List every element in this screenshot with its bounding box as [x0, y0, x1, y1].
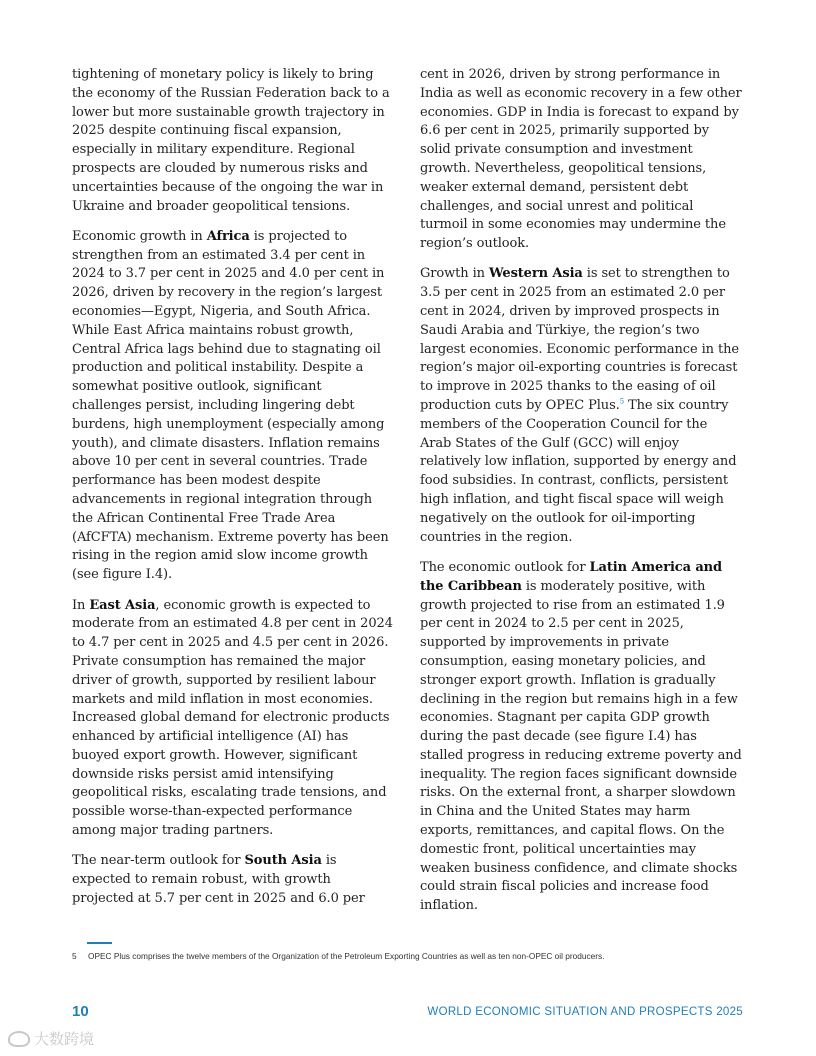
right-column — [420, 66, 742, 928]
paragraph-latin-america: The economic outlook for Latin America and the Caribbean is moderately positive, with growth projected to rise from an estimated 1.9 per cent in 2024 to 2.5 per cent in 2025, supported by improvements in private consumption, easing monetary policies, and stronger export growth. Inflation is gradually declining in the region but remains high in a few economies. Stagnant per capita GDP growth during the past decade (see figure I.4) has stalled progress in reducing extreme poverty and inequality. The region faces significant downside risks. On the external front, a sharper slowdown in China and the United States may harm exports, remittances, and capital flows. On the domestic front, political uncertainties may weaken business confidence, and climate shocks could strain fiscal policies and increase food inflation. — [420, 559, 742, 914]
paragraph-east-asia: In East Asia, economic growth is expected to moderate from an estimated 4.8 per cent in 2024 to 4.7 per cent in 2025 and 4.5 per cent in 2026. Private consumption has remained the major driver of growth, supported by resilient labour markets and mild inflation in most economies. Increased global demand for electronic products enhanced by artificial intelligence (AI) has buoyed export growth. However, significant downside risks persist amid intensifying geopolitical risks, escalating trade tensions, and possible worse-than-expected performance among major trading partners. — [72, 597, 393, 839]
paragraph-south-asia: The near-term outlook for South Asia is expected to remain robust, with growth projected at 5.7 per cent in 2025 and 6.0 per — [72, 853, 365, 906]
region-heading-east-asia: East Asia — [89, 597, 156, 613]
footnote — [72, 951, 752, 961]
paragraph-africa: Economic growth in Africa is projected to strengthen from an estimated 3.4 per cent in 2024 to 3.7 per cent in 2025 and 4.0 per cent in 2026, driven by recovery in the region’s largest economies—Egypt, Nigeria, and South Africa. While East Africa maintains robust growth, Central Africa lags behind due to stagnating oil production and political instability. Despite a somewhat positive outlook, significant challenges persist, including lingering debt burdens, high unemployment (especially among youth), and climate disasters. Inflation remains above 10 per cent in several countries. Trade performance has been modest despite advancements in regional integration through the African Continental Free Trade Area (AfCFTA) mechanism. Extreme poverty has been rising in the region amid slow income growth (see figure I.4). — [72, 228, 389, 583]
footnote-number: 5 — [72, 951, 77, 961]
region-heading-south-asia: South Asia — [244, 853, 322, 869]
left-column — [72, 66, 394, 920]
footnote-text: OPEC Plus comprises the twelve members of the Organization of the Petroleum Exporting Countries as well as ten non-OPEC oil producers. — [88, 951, 605, 961]
paragraph-russia: tightening of monetary policy is likely to bring the economy of the Russian Federation back to a lower but more sustainable growth trajectory in 2025 despite continuing fiscal expansion, especially in military expenditure. Regional prospects are clouded by numerous risks and uncertainties because of the ongoing the war in Ukraine and broader geopolitical tensions. — [72, 67, 390, 214]
page-number: 10 — [72, 1003, 89, 1020]
region-heading-western-asia: Western Asia — [488, 266, 583, 282]
region-heading-africa: Africa — [206, 228, 250, 244]
watermark-text: 大数跨境 — [34, 1030, 95, 1048]
paragraph-south-asia-cont: cent in 2026, driven by strong performance in India as well as economic recovery in a few other economies. GDP in India is forecast to expand by 6.6 per cent in 2025, primarily supported by solid private consumption and investment growth. Nevertheless, geopolitical tensions, weaker external demand, persistent debt challenges, and social unrest and political turmoil in some economies may undermine the region’s outlook. — [420, 67, 742, 252]
watermark — [8, 1028, 94, 1049]
watermark-logo-icon — [8, 1031, 30, 1047]
region-heading-latin-america: Latin America and the Caribbean — [420, 559, 723, 594]
footnote-ref[interactable]: 5 — [619, 397, 625, 406]
paragraph-western-asia: Growth in Western Asia is set to strengthen to 3.5 per cent in 2025 from an estimated 2.0 per cent in 2024, driven by improved prospects in Saudi Arabia and Türkiye, the region’s two largest economies. Economic performance in the region’s major oil-exporting countries is forecast to improve in 2025 thanks to the easing of oil production cuts by OPEC Plus.$^5$ The six country members of the Cooperation Council for the Arab States of the Gulf (GCC) will enjoy relatively low inflation, supported by energy and food subsidies. In contrast, conflicts, persistent high inflation, and tight fiscal space will weigh negatively on the outlook for oil-importing countries in the region. — [420, 266, 739, 545]
running-title: WORLD ECONOMIC SITUATION AND PROSPECTS 2025 — [427, 1006, 743, 1018]
footnote-divider — [87, 942, 112, 944]
